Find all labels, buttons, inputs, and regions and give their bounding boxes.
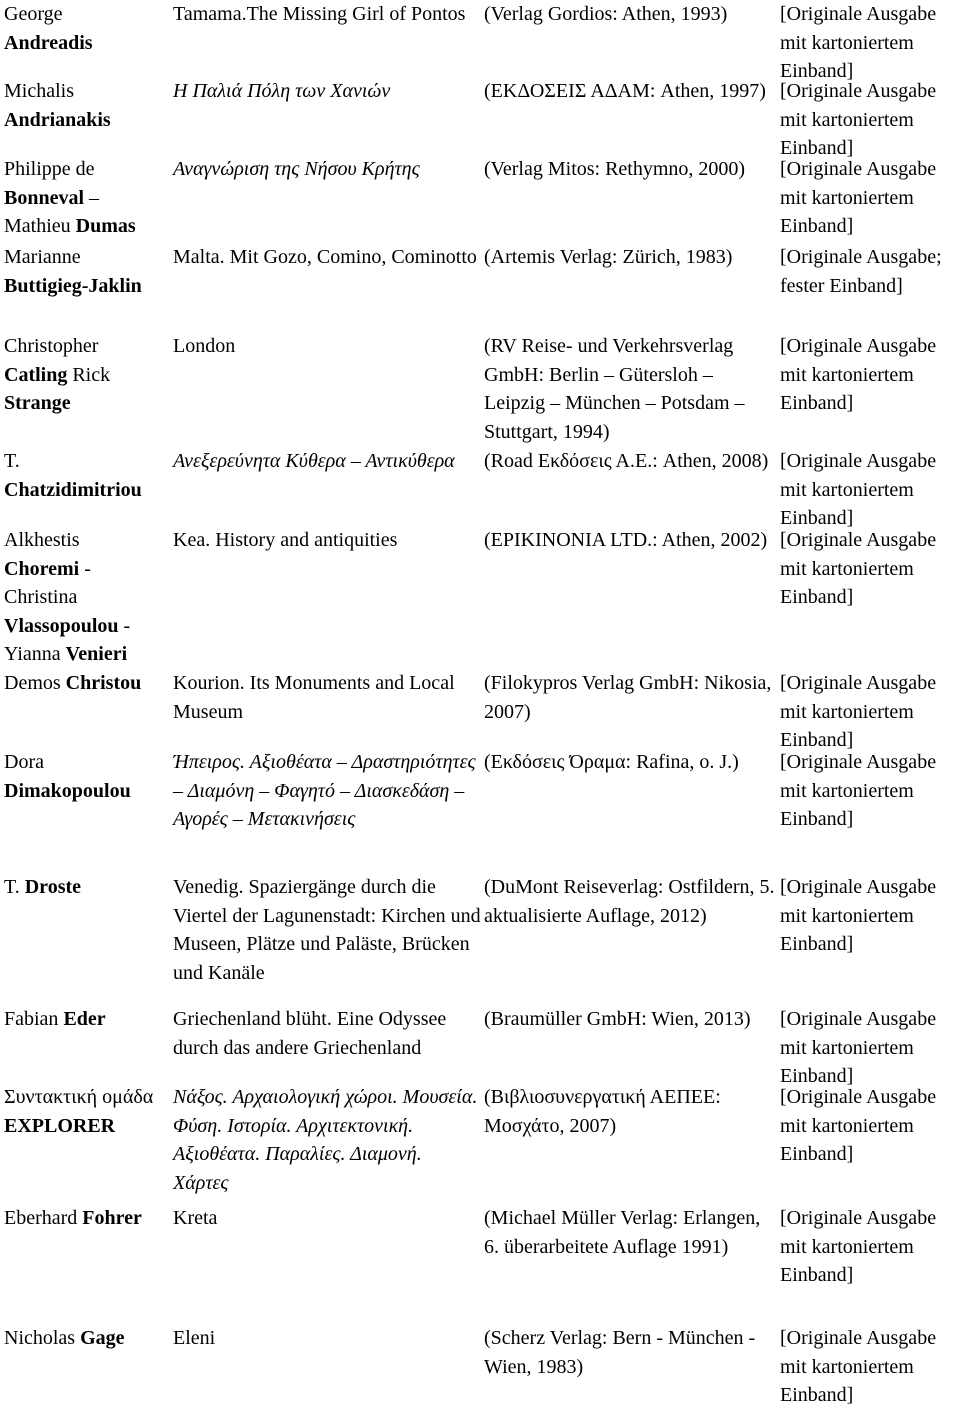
author-last-name: Fohrer <box>82 1207 142 1229</box>
edition-note-cell: [Originale Ausgabe mit kartoniertem Einband] <box>780 529 937 608</box>
table-row <box>0 332 960 446</box>
author-cell <box>4 1204 170 1294</box>
table-row <box>0 155 960 241</box>
author-first-name: Philippe de <box>4 158 95 180</box>
table-row <box>0 873 960 993</box>
title-cell: Eleni <box>173 1327 216 1349</box>
author-cell <box>4 243 170 329</box>
author-last-name: Buttigieg-Jaklin <box>4 274 142 297</box>
author-cell <box>4 526 170 669</box>
table-row <box>0 1005 960 1085</box>
author-first-name: Nicholas <box>4 1327 76 1349</box>
author-separator: – <box>84 186 100 209</box>
coauthor-last-name: Venieri <box>65 643 128 665</box>
author-first-name: George <box>4 3 63 25</box>
table-row <box>0 1083 960 1201</box>
author-first-name: Dora <box>4 751 44 773</box>
author-cell <box>4 748 170 868</box>
edition-note-cell: [Originale Ausgabe; fester Einband] <box>780 246 942 297</box>
author-first-name: Marianne <box>4 246 81 268</box>
edition-note-cell: [Originale Ausgabe mit kartoniertem Einband] <box>780 876 937 955</box>
publisher-cell: (Εκδόσεις Όραμα: Rafina, o. J.) <box>484 751 739 773</box>
publisher-cell: (Βιβλιοσυνεργατική ΑΕΠΕΕ: Μοσχάτο, 2007) <box>484 1086 721 1137</box>
author-first-name: Συντακτική ομάδα <box>4 1086 154 1108</box>
author-first-name: Demos <box>4 672 61 694</box>
title-cell: Kea. History and antiquities <box>173 529 398 551</box>
title-cell: Ήπειρος. Αξιοθέατα – Δραστηριότητες – Διαμόνη – Φαγητό – Διασκεδάση – Αγορές – Μετακινήσεις <box>173 751 476 830</box>
author-cell <box>4 155 170 241</box>
coauthor-first-name: Christina <box>4 586 78 608</box>
author-last-name: Dimakopoulou <box>4 779 131 802</box>
author-cell <box>4 1083 170 1201</box>
author-cell <box>4 447 170 525</box>
author-first-name: T. <box>4 450 20 472</box>
author-first-name: T. <box>4 876 20 898</box>
author-cell <box>4 669 170 747</box>
coauthor-last-name: Strange <box>4 392 71 414</box>
author-first-name: Christopher <box>4 335 99 357</box>
author-separator: - <box>118 614 131 637</box>
title-cell: Tamama.The Missing Girl of Pontos <box>173 3 466 25</box>
edition-note-cell: [Originale Ausgabe mit kartoniertem Einband] <box>780 1327 937 1406</box>
coauthor-first-name: Yianna <box>4 643 61 665</box>
publisher-cell: (Scherz Verlag: Bern - München - Wien, 1983) <box>484 1327 756 1378</box>
author-last-name: Bonneval <box>4 186 85 209</box>
author-last-name: Chatzidimitriou <box>4 478 142 501</box>
title-cell: Η Παλιά Πόλη των Χανιών <box>173 80 391 102</box>
publisher-cell: (DuMont Reiseverlag: Ostfildern, 5. aktualisierte Auflage, 2012) <box>484 876 775 927</box>
coauthor-last-name: Dumas <box>75 215 136 237</box>
author-last-name: Eder <box>63 1008 106 1030</box>
title-cell: Αναγνώριση της Νήσου Κρήτης <box>173 158 420 180</box>
author-last-name: EXPLORER <box>4 1114 116 1137</box>
author-cell <box>4 0 170 55</box>
table-row <box>0 526 960 669</box>
title-cell: London <box>173 335 236 357</box>
coauthor-last-name: Vlassopoulou <box>4 614 119 637</box>
edition-note-cell: [Originale Ausgabe mit kartoniertem Einband] <box>780 450 937 529</box>
table-row <box>0 1204 960 1294</box>
author-last-name: Andreadis <box>4 31 93 54</box>
edition-note-cell: [Originale Ausgabe mit kartoniertem Einband] <box>780 1086 937 1165</box>
table-row <box>0 1324 960 1406</box>
author-last-name: Choremi <box>4 557 80 580</box>
edition-note-cell: [Originale Ausgabe mit kartoniertem Einband] <box>780 672 937 751</box>
title-cell: Kreta <box>173 1207 218 1229</box>
author-last-name: Gage <box>80 1327 125 1349</box>
author-last-name: Catling <box>4 363 68 386</box>
publisher-cell: (ΕΡΙΚΙΝΟΝΙΑ LTD.: Athen, 2002) <box>484 529 768 551</box>
table-row <box>0 243 960 329</box>
author-last-name: Droste <box>24 876 82 898</box>
author-cell <box>4 1324 170 1403</box>
publisher-cell: (Braumüller GmbH: Wien, 2013) <box>484 1008 751 1030</box>
table-row <box>0 447 960 529</box>
author-cell <box>4 1005 170 1085</box>
publisher-cell: (RV Reise- und Verkehrsverlag GmbH: Berlin – Gütersloh – Leipzig – München – Potsdam – Stuttgart, 1994) <box>484 335 745 443</box>
coauthor-first-name: Rick <box>72 363 111 386</box>
author-separator: - <box>79 557 91 580</box>
author-cell <box>4 77 170 132</box>
coauthor-first-name: Mathieu <box>4 215 71 237</box>
author-last-name: Christou <box>65 672 142 694</box>
edition-note-cell: [Originale Ausgabe mit kartoniertem Einband] <box>780 1008 937 1087</box>
publisher-cell: (ΕΚΔΟΣΕΙΣ ΑΔΑΜ: Athen, 1997) <box>484 80 766 102</box>
edition-note-cell: [Originale Ausgabe mit kartoniertem Einband] <box>780 3 937 82</box>
title-cell: Ανεξερεύνητα Κύθερα – Αντικύθερα <box>173 450 455 472</box>
author-first-name: Fabian <box>4 1008 59 1030</box>
author-first-name: Alkhestis <box>4 529 80 551</box>
title-cell: Venedig. Spaziergänge durch die Viertel der Lagunenstadt: Kirchen und Museen, Plätze und Paläste, Brücken und Kanäle <box>173 876 481 984</box>
publisher-cell: (Michael Müller Verlag: Erlangen, 6. überarbeitete Auflage 1991) <box>484 1207 761 1258</box>
publisher-cell: (Road Εκδόσεις Α.Ε.: Athen, 2008) <box>484 450 769 472</box>
title-cell: Kourion. Its Monuments and Local Museum <box>173 672 455 723</box>
publisher-cell: (Verlag Mitos: Rethymno, 2000) <box>484 158 746 180</box>
edition-note-cell: [Originale Ausgabe mit kartoniertem Einband] <box>780 751 937 830</box>
author-first-name: Michalis <box>4 80 74 102</box>
title-cell: Νάξος. Αρχαιολογική χώροι. Μουσεία. Φύση. Ιστορία. Αρχιτεκτονική. Αξιοθέατα. Παραλίες. Διαμονή. Χάρτες <box>173 1086 478 1194</box>
title-cell: Malta. Mit Gozo, Comino, Cominotto <box>173 246 477 268</box>
publisher-cell: (Verlag Gordios: Athen, 1993) <box>484 3 728 25</box>
title-cell: Griechenland blüht. Eine Odyssee durch das andere Griechenland <box>173 1008 447 1059</box>
table-row <box>0 0 960 82</box>
table-row <box>0 669 960 751</box>
edition-note-cell: [Originale Ausgabe mit kartoniertem Einband] <box>780 1207 937 1286</box>
publisher-cell: (Artemis Verlag: Zürich, 1983) <box>484 246 733 268</box>
publisher-cell: (Filokypros Verlag GmbH: Nikosia, 2007) <box>484 672 772 723</box>
edition-note-cell: [Originale Ausgabe mit kartoniertem Einband] <box>780 158 937 237</box>
author-cell <box>4 332 170 446</box>
author-cell <box>4 873 170 993</box>
table-row <box>0 748 960 868</box>
table-row <box>0 77 960 159</box>
author-last-name: Andrianakis <box>4 108 111 131</box>
author-first-name: Eberhard <box>4 1207 78 1229</box>
edition-note-cell: [Originale Ausgabe mit kartoniertem Einband] <box>780 80 937 159</box>
edition-note-cell: [Originale Ausgabe mit kartoniertem Einband] <box>780 335 937 414</box>
